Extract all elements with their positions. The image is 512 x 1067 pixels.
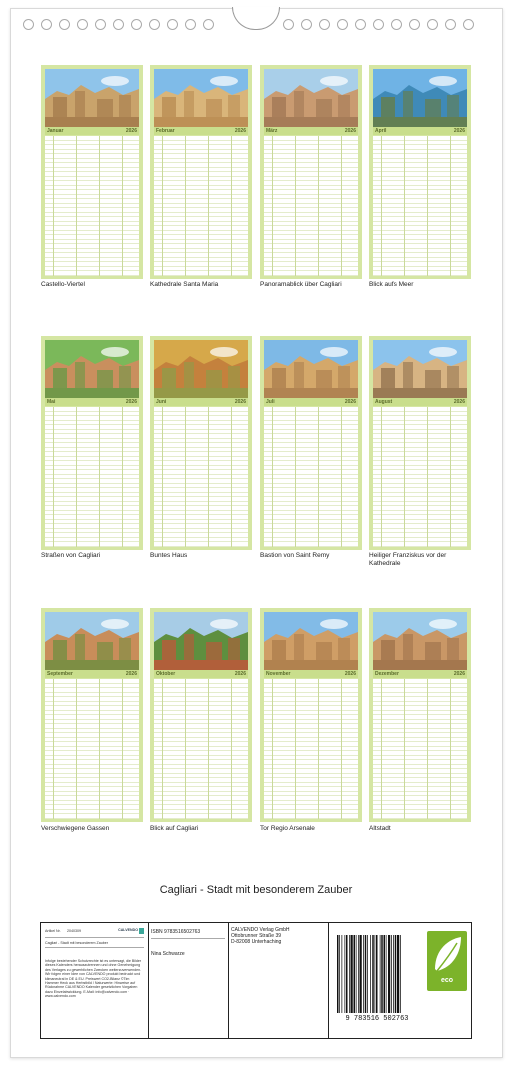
- month-block: [150, 608, 252, 822]
- barcode-bar: [337, 935, 339, 1013]
- grid-column-line: [404, 136, 405, 276]
- month-name: Dezember: [375, 671, 399, 677]
- barcode-bar: [388, 935, 390, 1013]
- month-year: 2026: [344, 671, 356, 677]
- grid-column-line: [99, 136, 100, 276]
- month-name: Januar: [47, 128, 64, 134]
- month-caption: Heiliger Franziskus vor der Kathedrale: [369, 552, 447, 567]
- month-block: [369, 336, 471, 550]
- binding-hole: [463, 19, 474, 30]
- month-year: 2026: [344, 128, 356, 134]
- month-name: Oktober: [156, 671, 176, 677]
- barcode-bar: [360, 935, 362, 1013]
- grid-column-line: [208, 407, 209, 547]
- month-day-grid: [264, 407, 358, 547]
- barcode-bar: [395, 935, 397, 1013]
- month-photo: [45, 69, 139, 127]
- month-day-grid: [373, 679, 467, 819]
- photo-illustration: [373, 340, 467, 398]
- barcode-bar: [346, 935, 348, 1013]
- month-photo: [373, 612, 467, 670]
- grid-column-line: [53, 407, 54, 547]
- barcode-bar: [393, 935, 394, 1013]
- barcode-bar: [380, 935, 381, 1013]
- barcode-bar: [397, 935, 399, 1013]
- binding-hole: [149, 19, 160, 30]
- month-name: Juli: [266, 399, 275, 405]
- barcode-bar: [375, 935, 376, 1013]
- month-caption: Castello-Viertel: [41, 281, 85, 288]
- grid-column-line: [122, 407, 123, 547]
- grid-column-line: [450, 407, 451, 547]
- grid-column-line: [185, 136, 186, 276]
- grid-column-line: [185, 407, 186, 547]
- month-block: [41, 336, 143, 550]
- month-day-grid: [45, 407, 139, 547]
- grid-column-line: [295, 136, 296, 276]
- month-header: [373, 670, 467, 678]
- month-caption: Bastion von Saint Remy: [260, 552, 330, 559]
- month-caption: Panoramablick über Cagliari: [260, 281, 342, 288]
- grid-column-line: [76, 136, 77, 276]
- grid-column-line: [208, 679, 209, 819]
- grid-column-line: [231, 407, 232, 547]
- binding-hole: [409, 19, 420, 30]
- month-photo: [373, 340, 467, 398]
- month-day-grid: [264, 136, 358, 276]
- month-name: Mai: [47, 399, 56, 405]
- month-block: [41, 65, 143, 279]
- grid-column-line: [122, 136, 123, 276]
- grid-column-line: [99, 407, 100, 547]
- barcode-bar: [342, 935, 343, 1013]
- grid-column-line: [122, 679, 123, 819]
- photo-illustration: [264, 612, 358, 670]
- binding-hole: [337, 19, 348, 30]
- grid-column-line: [231, 136, 232, 276]
- barcode-bar: [386, 935, 387, 1013]
- month-year: 2026: [344, 399, 356, 405]
- month-header: [264, 670, 358, 678]
- barcode-bar: [363, 935, 364, 1013]
- barcode-bar: [376, 935, 378, 1013]
- author: Nina Schwarze: [151, 951, 185, 957]
- month-day-grid: [154, 136, 248, 276]
- month-header: [264, 127, 358, 135]
- month-block: [260, 65, 362, 279]
- barcode-bar: [365, 935, 367, 1013]
- binding-hole: [319, 19, 330, 30]
- month-day-grid: [373, 136, 467, 276]
- month-caption: Straßen von Cagliari: [41, 552, 101, 559]
- binding-hole: [77, 19, 88, 30]
- grid-column-line: [272, 407, 273, 547]
- barcode-bar: [351, 935, 353, 1013]
- grid-column-line: [185, 679, 186, 819]
- month-day-grid: [373, 407, 467, 547]
- month-day-grid: [264, 679, 358, 819]
- info-isbn-column: [148, 923, 229, 1038]
- back-info-box: [40, 922, 472, 1039]
- month-caption: Buntes Haus: [150, 552, 188, 559]
- month-year: 2026: [234, 671, 246, 677]
- grid-column-line: [381, 136, 382, 276]
- grid-column-line: [318, 136, 319, 276]
- grid-column-line: [450, 679, 451, 819]
- publisher-name: CALVENDO Verlag GmbH: [231, 927, 290, 933]
- month-photo: [264, 340, 358, 398]
- month-year: 2026: [234, 128, 246, 134]
- photo-illustration: [45, 69, 139, 127]
- month-block: [150, 65, 252, 279]
- month-name: Juni: [156, 399, 167, 405]
- month-photo: [264, 612, 358, 670]
- article-label: Artikel Nr.: [45, 929, 61, 933]
- barcode-bar: [381, 935, 383, 1013]
- grid-column-line: [272, 136, 273, 276]
- month-day-grid: [154, 407, 248, 547]
- grid-column-line: [341, 136, 342, 276]
- binding-hole: [113, 19, 124, 30]
- grid-column-line: [427, 679, 428, 819]
- month-block: [150, 336, 252, 550]
- barcode-bar: [356, 935, 357, 1013]
- legal-text: Infolge bestehender Schutzrechte ist es untersagt, die Bilder dieses Kalenders herauszutrennen und ohne Genehmigung des Verlages zu gewerblichen Zwecken weiterzuverwenden. Wir folgen einer Idee von CALVENDO produkt bedruckt und klimaneutral in DE & EU. Preiswert CO2-Bilanz ©Tim Hammer Heck aus Herbstbild / Naturwerte: Hinweise auf Rücknahme CALVENDO Kalender gesetzlichen Vorgaben dazu Einzelabwicklung. E-Mail: info@calvendo.com · www.calvendo.com: [45, 959, 142, 999]
- grid-column-line: [318, 407, 319, 547]
- grid-column-line: [295, 679, 296, 819]
- month-name: März: [266, 128, 278, 134]
- grid-column-line: [162, 679, 163, 819]
- month-day-grid: [45, 136, 139, 276]
- binding-hole: [427, 19, 438, 30]
- binding-hole: [301, 19, 312, 30]
- binding-hole: [283, 19, 294, 30]
- month-photo: [154, 340, 248, 398]
- barcode-bar: [358, 935, 359, 1013]
- grid-column-line: [162, 136, 163, 276]
- grid-column-line: [53, 679, 54, 819]
- month-block: [260, 336, 362, 550]
- month-caption: Altstadt: [369, 825, 391, 832]
- month-block: [41, 608, 143, 822]
- calvendo-logo-mark: [139, 928, 144, 934]
- month-photo: [154, 612, 248, 670]
- grid-column-line: [231, 679, 232, 819]
- binding-hole: [59, 19, 70, 30]
- barcode-bars: [335, 935, 419, 1015]
- photo-illustration: [373, 612, 467, 670]
- month-caption: Blick auf Cagliari: [150, 825, 199, 832]
- grid-column-line: [427, 136, 428, 276]
- eco-label: eco: [440, 977, 454, 984]
- grid-column-line: [99, 679, 100, 819]
- month-year: 2026: [453, 671, 465, 677]
- grid-column-line: [381, 407, 382, 547]
- grid-column-line: [404, 407, 405, 547]
- month-caption: Kathedrale Santa Maria: [150, 281, 219, 288]
- barcode-bar: [349, 935, 350, 1013]
- publisher-city: D-82008 Unterhaching: [231, 939, 282, 945]
- binding-hole: [23, 19, 34, 30]
- month-header: [373, 398, 467, 406]
- barcode-bar: [384, 935, 386, 1013]
- month-caption: Tor Regio Arsenale: [260, 825, 315, 832]
- grid-column-line: [272, 679, 273, 819]
- month-photo: [264, 69, 358, 127]
- month-year: 2026: [234, 399, 246, 405]
- binding-hole: [373, 19, 384, 30]
- barcode: [335, 935, 419, 1025]
- info-left-column: [41, 923, 149, 1038]
- barcode-bar: [354, 935, 356, 1013]
- barcode-bar: [391, 935, 392, 1013]
- barcode-bar: [339, 935, 340, 1013]
- month-name: November: [266, 671, 291, 677]
- month-header: [45, 398, 139, 406]
- grid-column-line: [295, 407, 296, 547]
- article-number: 2040309: [67, 929, 81, 933]
- month-photo: [45, 340, 139, 398]
- barcode-bar: [345, 935, 346, 1013]
- month-year: 2026: [125, 399, 137, 405]
- eco-badge: [427, 931, 467, 991]
- photo-illustration: [45, 340, 139, 398]
- photo-illustration: [154, 340, 248, 398]
- grid-column-line: [53, 136, 54, 276]
- month-header: [373, 127, 467, 135]
- month-photo: [45, 612, 139, 670]
- month-photo: [373, 69, 467, 127]
- month-caption: Verschwiegene Gassen: [41, 825, 110, 832]
- binding-hole: [41, 19, 52, 30]
- barcode-bar: [372, 935, 374, 1013]
- month-year: 2026: [453, 128, 465, 134]
- month-name: August: [375, 399, 393, 405]
- product-name: Cagliari - Stadt mit besonderem Zauber: [45, 941, 144, 948]
- binding-hole: [167, 19, 178, 30]
- month-day-grid: [154, 679, 248, 819]
- month-block: [260, 608, 362, 822]
- month-day-grid: [45, 679, 139, 819]
- grid-column-line: [381, 679, 382, 819]
- month-photo: [154, 69, 248, 127]
- grid-column-line: [208, 136, 209, 276]
- photo-illustration: [154, 612, 248, 670]
- barcode-bar: [400, 935, 401, 1013]
- info-publisher-column: [228, 923, 329, 1038]
- month-header: [154, 127, 248, 135]
- grid-column-line: [341, 679, 342, 819]
- month-block: [369, 65, 471, 279]
- month-block: [369, 608, 471, 822]
- binding-hole: [185, 19, 196, 30]
- month-header: [154, 398, 248, 406]
- grid-column-line: [318, 679, 319, 819]
- grid-column-line: [76, 407, 77, 547]
- photo-illustration: [373, 69, 467, 127]
- grid-column-line: [162, 407, 163, 547]
- barcode-number: 9 783516 502763: [345, 1015, 409, 1023]
- barcode-bar: [367, 935, 368, 1013]
- month-year: 2026: [125, 128, 137, 134]
- grid-column-line: [341, 407, 342, 547]
- binding-hole: [355, 19, 366, 30]
- month-header: [154, 670, 248, 678]
- month-name: September: [47, 671, 73, 677]
- binding-hole: [445, 19, 456, 30]
- grid-column-line: [427, 407, 428, 547]
- month-header: [264, 398, 358, 406]
- grid-column-line: [76, 679, 77, 819]
- grid-column-line: [404, 679, 405, 819]
- publisher-street: Ottobrunner Straße 39: [231, 933, 282, 939]
- photo-illustration: [264, 340, 358, 398]
- grid-column-line: [450, 136, 451, 276]
- month-header: [45, 127, 139, 135]
- month-name: Februar: [156, 128, 175, 134]
- isbn: ISBN 9783516502763: [151, 929, 225, 939]
- calendar-title: Cagliari - Stadt mit besonderem Zauber: [159, 884, 353, 896]
- month-caption: Blick aufs Meer: [369, 281, 414, 288]
- barcode-bar: [370, 935, 371, 1013]
- month-year: 2026: [125, 671, 137, 677]
- photo-illustration: [264, 69, 358, 127]
- binding-hole: [131, 19, 142, 30]
- month-name: April: [375, 128, 387, 134]
- month-header: [45, 670, 139, 678]
- photo-illustration: [154, 69, 248, 127]
- binding-hole: [95, 19, 106, 30]
- binding-hole: [391, 19, 402, 30]
- binding-hole: [203, 19, 214, 30]
- calvendo-logo: CALVENDO: [118, 928, 138, 932]
- month-year: 2026: [453, 399, 465, 405]
- photo-illustration: [45, 612, 139, 670]
